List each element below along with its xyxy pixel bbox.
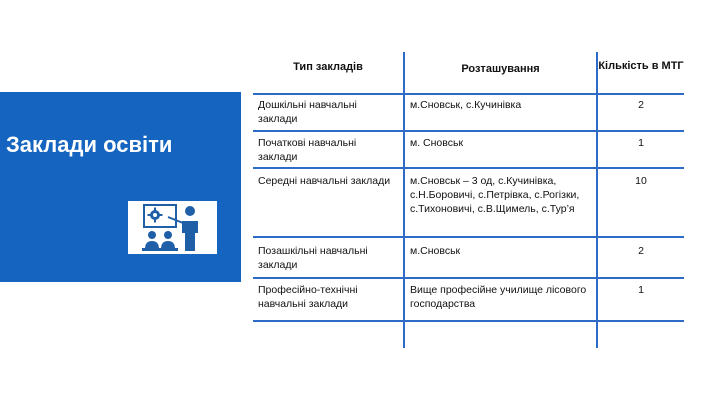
- title-panel: [0, 92, 241, 282]
- row-2-count: 1: [638, 137, 644, 149]
- row-2-type: Початкові навчальні заклади: [258, 137, 357, 163]
- row-4-count: 2: [638, 245, 644, 257]
- header-type: Тип закладів: [293, 61, 363, 73]
- header-location: Розташування: [461, 63, 540, 75]
- row-5-location: Вище професійне училище лісового господарства: [410, 284, 587, 310]
- row-4-location: м.Сновськ: [410, 245, 461, 257]
- row-1-count: 2: [638, 99, 644, 111]
- row-5-count: 1: [638, 284, 644, 296]
- slide-title: Заклади освіти: [6, 132, 173, 157]
- row-3-location: м.Сновськ – 3 од, с.Кучинівка, с.Н.Боровичі, с.Петрівка, с.Рогізки, с.Тихоновичі, с.В.Щимель, с.Тур’я: [410, 175, 580, 215]
- row-1-type: Дошкільні навчальні заклади: [258, 99, 357, 125]
- row-3-count: 10: [635, 175, 647, 187]
- row-5-type: Професійно-технічні навчальні заклади: [258, 284, 358, 310]
- row-2-location: м. Сновськ: [410, 137, 464, 149]
- header-count: Кількість в МТГ: [598, 60, 684, 72]
- row-4-type: Позашкільні навчальні заклади: [258, 245, 368, 271]
- row-3-type: Середні навчальні заклади: [258, 175, 391, 187]
- presentation-icon: [128, 201, 217, 254]
- row-1-location: м.Сновськ, с.Кучинівка: [410, 99, 522, 111]
